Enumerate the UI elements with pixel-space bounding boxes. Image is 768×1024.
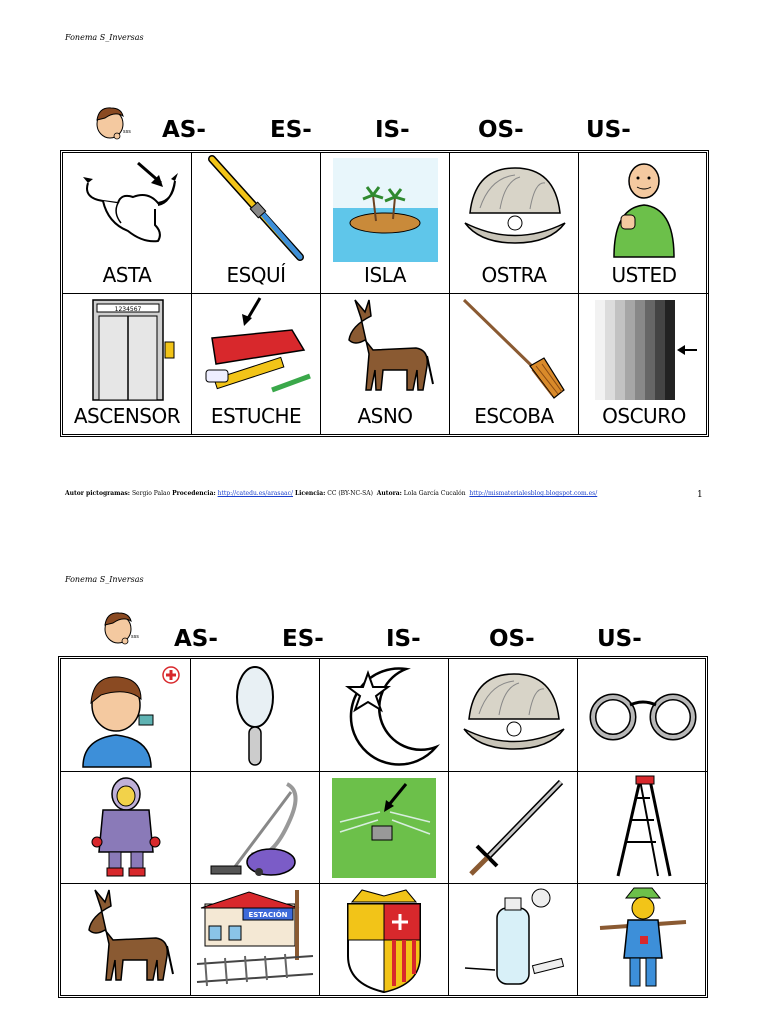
picture-card	[579, 294, 709, 434]
syllable: OS-	[478, 117, 524, 143]
card-word: OSTRA	[481, 263, 547, 287]
handcuffs-icon	[578, 659, 708, 772]
picture-card	[320, 659, 449, 772]
syllable: AS-	[174, 626, 218, 652]
mirror-icon	[191, 659, 320, 772]
page-footer	[65, 490, 597, 497]
svg-text:1234567: 1234567	[114, 306, 142, 313]
page-header: Fonema S_Inversas	[65, 575, 144, 584]
picture-card	[450, 153, 579, 294]
footer-label: Autor pictogramas:	[65, 490, 131, 497]
syllable: ES-	[282, 626, 324, 652]
card-word: OSCURO	[602, 404, 686, 428]
island-icon	[321, 153, 450, 268]
picture-card	[320, 884, 449, 995]
syllable-row	[0, 117, 768, 147]
stepladder-icon	[578, 772, 708, 884]
syllable: OS-	[489, 626, 535, 652]
bull-horn-icon	[63, 153, 192, 268]
syllable: IS-	[375, 117, 410, 143]
syllable: US-	[586, 117, 631, 143]
elevator-icon	[63, 294, 192, 406]
picture-card	[63, 153, 192, 294]
picture-card	[192, 153, 321, 294]
picture-card	[449, 659, 578, 772]
picture-card	[61, 884, 191, 995]
syllable: US-	[597, 626, 642, 652]
footer-author: Sergio Palao	[131, 490, 171, 497]
donkey-icon	[61, 884, 191, 995]
card-word: ESCOBA	[474, 404, 554, 428]
donkey-icon	[321, 294, 450, 406]
svg-text:sss: sss	[131, 634, 139, 640]
picture-card	[191, 659, 320, 772]
picture-card	[578, 884, 708, 995]
oyster-icon	[449, 659, 578, 772]
picture-card	[321, 294, 450, 434]
syllable: AS-	[162, 117, 206, 143]
picture-card	[320, 772, 449, 884]
inhaler-boy-icon	[61, 659, 191, 772]
card-word: ASCENSOR	[73, 404, 181, 428]
syllable: ES-	[270, 117, 312, 143]
eskimo-icon	[61, 772, 191, 884]
broom-icon	[450, 294, 579, 406]
picture-grid	[60, 150, 709, 437]
oyster-icon	[450, 153, 579, 268]
footer-label: Autora:	[376, 490, 402, 497]
picture-card	[192, 294, 321, 434]
picture-card	[449, 772, 578, 884]
source-link[interactable]: http://catedu.es/arasaac/	[217, 490, 294, 497]
picture-card	[191, 884, 320, 995]
picture-card	[61, 772, 191, 884]
footer-label: Procedencia:	[172, 490, 216, 497]
picture-card	[578, 772, 708, 884]
picture-card	[450, 294, 579, 434]
card-word: ESQUÍ	[226, 263, 286, 287]
sprinkler-icon	[320, 772, 449, 884]
train-station-icon	[191, 884, 320, 995]
vacuum-cleaner-icon	[191, 772, 320, 884]
picture-grid	[58, 656, 708, 998]
picture-card	[61, 659, 191, 772]
sword-icon	[449, 772, 578, 884]
card-word: USTED	[611, 263, 677, 287]
ski-icon	[192, 153, 321, 268]
coat-of-arms-icon	[320, 884, 449, 995]
footer-license: CC (BY-NC-SA)	[327, 490, 373, 497]
crescent-star-icon	[320, 659, 449, 772]
dark-gradient-icon	[579, 294, 709, 406]
picture-card	[449, 884, 578, 995]
blog-link[interactable]: http://mismaterialesblog.blogspot.com.es/	[469, 490, 598, 497]
card-word: ASTA	[102, 263, 152, 287]
picture-card	[63, 294, 192, 434]
syllable-row	[0, 626, 768, 656]
page-header: Fonema S_Inversas	[65, 33, 144, 42]
scarecrow-icon	[578, 884, 708, 995]
pointing-person-icon	[579, 153, 709, 268]
picture-card	[579, 153, 709, 294]
picture-card	[578, 659, 708, 772]
picture-card	[321, 153, 450, 294]
card-word: ASNO	[357, 404, 413, 428]
page-number: 1	[697, 490, 703, 500]
picture-card	[191, 772, 320, 884]
svg-text:sss: sss	[123, 129, 131, 135]
footer-authoress: Lola García Cucalón	[403, 490, 466, 497]
pencil-case-icon	[192, 294, 321, 406]
footer-label: Licencia:	[294, 490, 326, 497]
syllable: IS-	[386, 626, 421, 652]
spray-bottle-icon	[449, 884, 578, 995]
station-sign: ESTACIÓN	[248, 911, 288, 919]
card-word: ISLA	[364, 263, 406, 287]
card-word: ESTUCHE	[210, 404, 302, 428]
